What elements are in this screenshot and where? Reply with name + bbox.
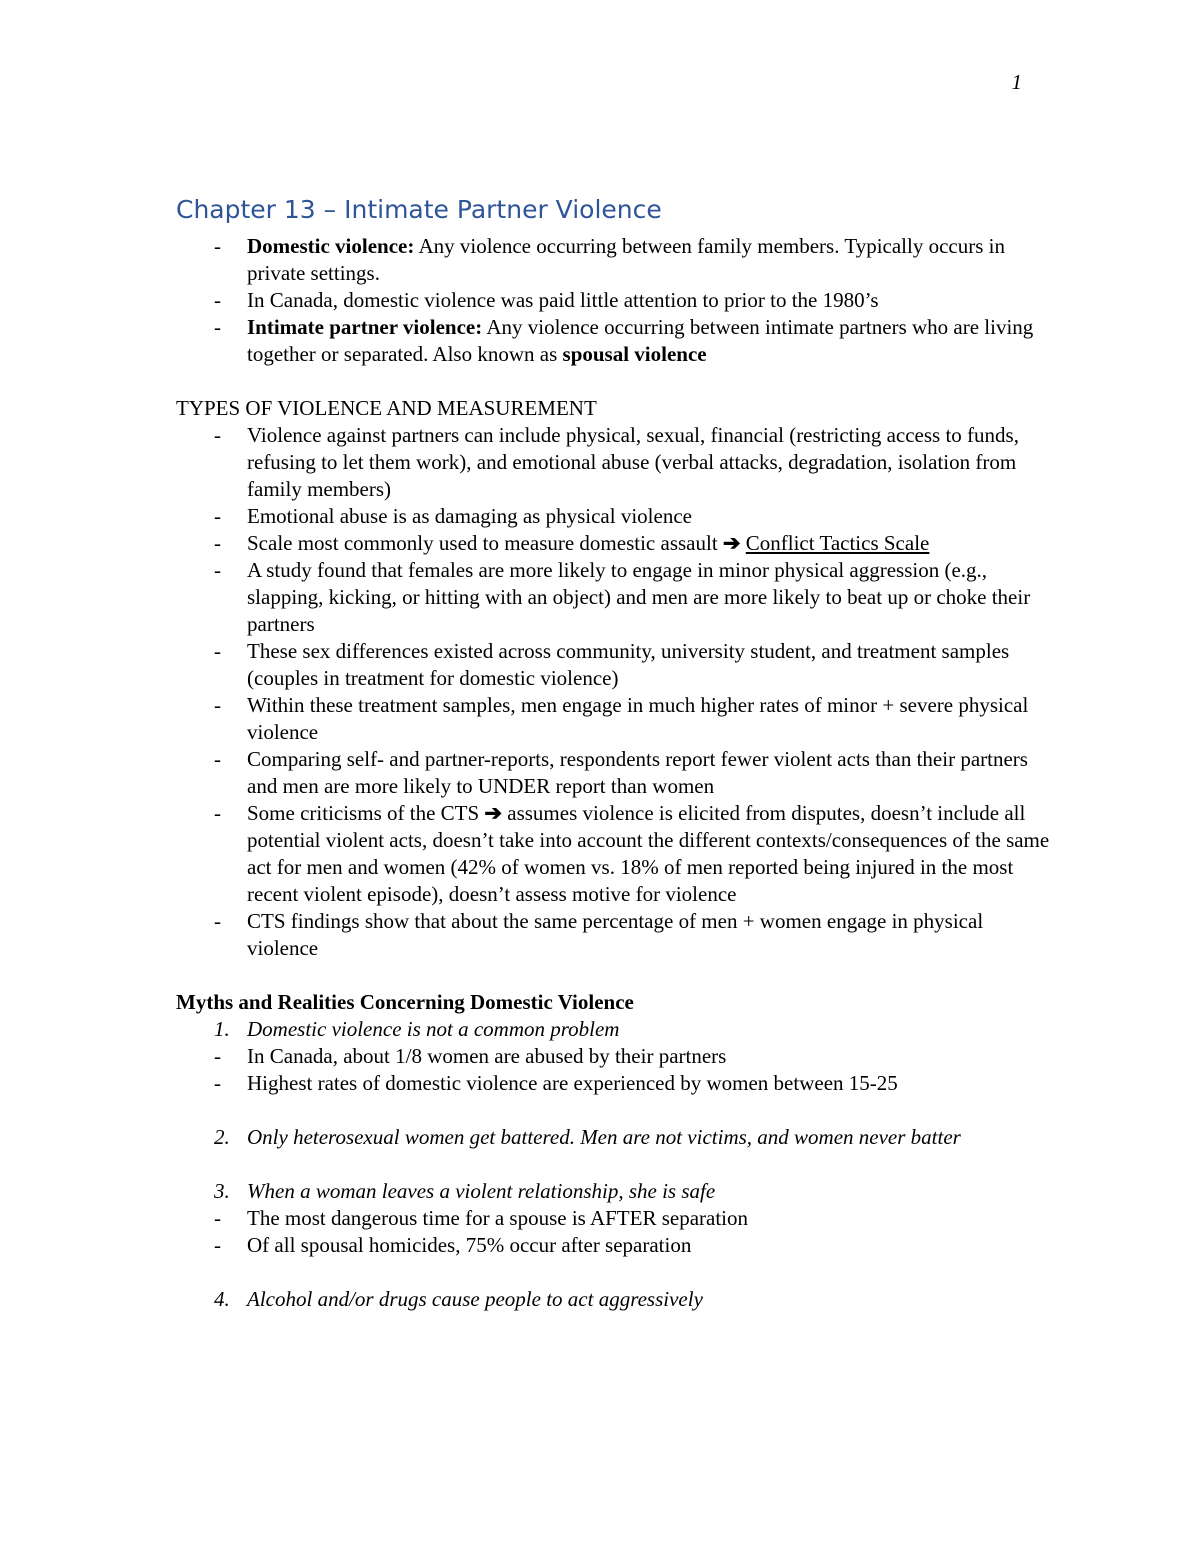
definition: Any violence occurring between family members. Typically occurs in private settings. xyxy=(247,234,1005,285)
term-emphasis: spousal violence xyxy=(562,342,707,366)
list-item xyxy=(176,1070,1056,1097)
list-item-text: Emotional abuse is as damaging as physical violence xyxy=(247,504,692,528)
list-item-text: A study found that females are more likely to engage in minor physical aggression (e.g., slapping, kicking, or hitting with an object) and men are more likely to beat up or choke their partners xyxy=(247,558,1031,636)
list-item xyxy=(176,1232,1056,1259)
intro-list xyxy=(176,233,1056,368)
section-heading-myths: Myths and Realities Concerning Domestic Violence xyxy=(176,990,634,1014)
list-item-text: Highest rates of domestic violence are experienced by women between 15-25 xyxy=(247,1071,898,1095)
term: Intimate partner violence: xyxy=(247,315,483,339)
list-item xyxy=(176,314,1056,368)
list-item-text: assumes violence is elicited from disputes, doesn’t include all potential violent acts, doesn’t take into account the different contexts/consequences of the same act for men and women (42% of women vs. 18% of men reported being injured in the most recent violent episode), doesn’t assess motive for violence xyxy=(247,801,1050,906)
list-item xyxy=(176,638,1056,692)
types-list xyxy=(176,422,1056,962)
myth-reality-list xyxy=(176,1205,1056,1259)
list-item xyxy=(176,422,1056,503)
spacer xyxy=(176,1097,1056,1124)
conflict-tactics-scale-link: Conflict Tactics Scale xyxy=(745,531,930,555)
myth-text: Only heterosexual women get battered. Men are not victims, and women never batter xyxy=(247,1125,961,1149)
list-item-text: Comparing self- and partner-reports, respondents report fewer violent acts than their partners and men are more likely to UNDER report than women xyxy=(247,747,1028,798)
list-item xyxy=(176,557,1056,638)
myth-number: 3. xyxy=(214,1179,230,1203)
myth-item xyxy=(176,1016,1056,1043)
list-item-text: Within these treatment samples, men engage in much higher rates of minor + severe physical violence xyxy=(247,693,1029,744)
myth-text: Domestic violence is not a common problem xyxy=(247,1017,620,1041)
list-item xyxy=(176,530,1056,557)
myth-text: When a woman leaves a violent relationship, she is safe xyxy=(247,1179,716,1203)
spacer xyxy=(176,1259,1056,1286)
list-item xyxy=(176,233,1056,287)
myth-item xyxy=(176,1286,1056,1313)
list-item-text: Scale most commonly used to measure domestic assault xyxy=(247,531,723,555)
spacer xyxy=(176,368,1056,395)
list-item-text: Of all spousal homicides, 75% occur after separation xyxy=(247,1233,692,1257)
chapter-title: Chapter 13 – Intimate Partner Violence xyxy=(176,195,662,224)
myth-text: Alcohol and/or drugs cause people to act aggressively xyxy=(247,1287,703,1311)
section-heading-types: TYPES OF VIOLENCE AND MEASUREMENT xyxy=(176,396,597,420)
myth-number: 1. xyxy=(214,1017,230,1041)
list-item-text: The most dangerous time for a spouse is AFTER separation xyxy=(247,1206,748,1230)
list-item-text: Some criticisms of the CTS xyxy=(247,801,485,825)
list-item xyxy=(176,800,1056,908)
myth-item xyxy=(176,1178,1056,1205)
definition: Any violence occurring between intimate partners who are living together or separated. Also known as xyxy=(247,315,1034,366)
list-item xyxy=(176,746,1056,800)
myth-item xyxy=(176,1124,1056,1151)
arrow-icon: ➔ xyxy=(722,531,741,555)
list-item-text: In Canada, domestic violence was paid little attention to prior to the 1980’s xyxy=(247,288,879,312)
list-item xyxy=(176,503,1056,530)
myth-reality-list xyxy=(176,1043,1056,1097)
list-item-text: In Canada, about 1/8 women are abused by their partners xyxy=(247,1044,727,1068)
list-item xyxy=(176,1205,1056,1232)
list-item-text: These sex differences existed across community, university student, and treatment samples (couples in treatment for domestic violence) xyxy=(247,639,1010,690)
arrow-icon: ➔ xyxy=(484,801,503,825)
list-item-text: CTS findings show that about the same percentage of men + women engage in physical violence xyxy=(247,909,984,960)
list-item xyxy=(176,692,1056,746)
page-content xyxy=(176,190,1056,1313)
myth-number: 4. xyxy=(214,1287,230,1311)
list-item xyxy=(176,908,1056,962)
myth-number: 2. xyxy=(214,1125,230,1149)
term: Domestic violence: xyxy=(247,234,415,258)
list-item xyxy=(176,1043,1056,1070)
page-number: 1 xyxy=(1011,70,1022,94)
spacer xyxy=(176,1151,1056,1178)
list-item-text: Violence against partners can include physical, sexual, financial (restricting access to funds, refusing to let them work), and emotional abuse (verbal attacks, degradation, isolation from family members) xyxy=(247,423,1019,501)
spacer xyxy=(176,962,1056,989)
list-item xyxy=(176,287,1056,314)
